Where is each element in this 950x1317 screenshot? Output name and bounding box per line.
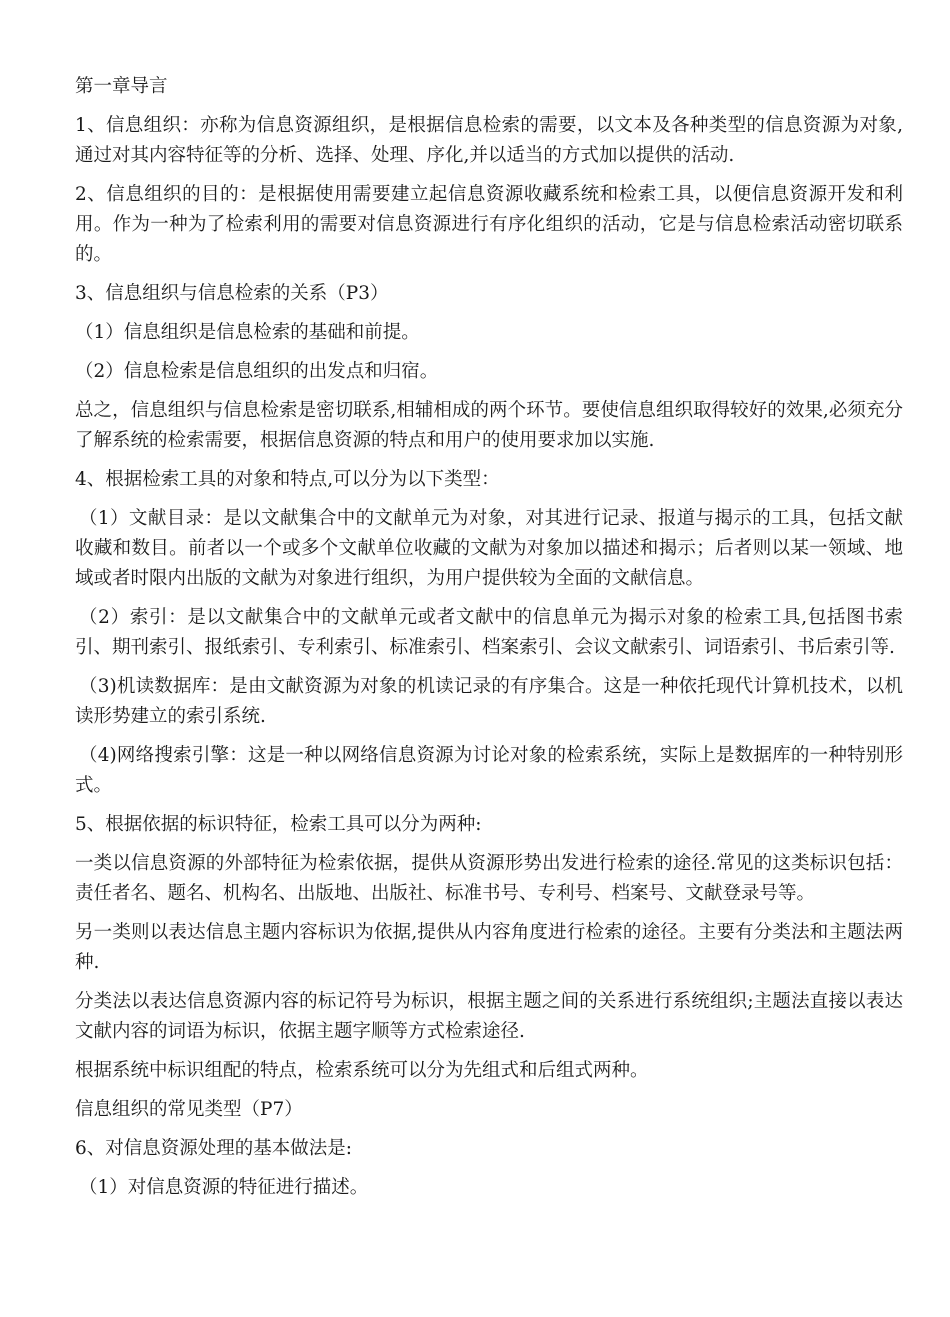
paragraph-7: 4、根据检索工具的对象和特点,可以分为以下类型： — [75, 469, 500, 490]
paragraph-9: （2）索引：是以文献集合中的文献单元或者文献中的信息单元为揭示对象的检索工具,包括图书索引、期刊索引、报纸索引、专利索引、标准索引、档案索引、会议文献索引、词语索引、书后索引等. — [75, 607, 903, 658]
paragraph-12: 5、根据依据的标识特征，检索工具可以分为两种: — [75, 814, 482, 835]
paragraph-2: 2、信息组织的目的：是根据使用需要建立起信息资源收藏系统和检索工具，以便信息资源开发和利用。作为一种为了检索利用的需要对信息资源进行有序化组织的活动，它是与信息检索活动密切联系的。 — [75, 184, 903, 265]
paragraph-3: 3、信息组织与信息检索的关系（P3） — [75, 283, 389, 304]
paragraph-13: 一类以信息资源的外部特征为检索依据，提供从资源形势出发进行检索的途径.常见的这类标识包括：责任者名、题名、机构名、出版地、出版社、标准书号、专利号、档案号、文献登录号等。 — [75, 853, 903, 904]
paragraph-6: 总之，信息组织与信息检索是密切联系,相辅相成的两个环节。要使信息组织取得较好的效果,必须充分了解系统的检索需要，根据信息资源的特点和用户的使用要求加以实施. — [75, 400, 903, 451]
paragraph-16: 根据系统中标识组配的特点，检索系统可以分为先组式和后组式两种。 — [75, 1060, 649, 1081]
paragraph-5: （2）信息检索是信息组织的出发点和归宿。 — [75, 361, 439, 382]
paragraph-1: 1、信息组织：亦称为信息资源组织，是根据信息检索的需要，以文本及各种类型的信息资源为对象,通过对其内容特征等的分析、选择、处理、序化,并以适当的方式加以提供的活动. — [75, 115, 903, 166]
paragraph-18: 6、对信息资源处理的基本做法是: — [75, 1138, 353, 1159]
paragraph-10: （3)机读数据库：是由文献资源为对象的机读记录的有序集合。这是一种依托现代计算机技术，以机读形势建立的索引系统. — [75, 676, 903, 727]
paragraph-17: 信息组织的常见类型（P7） — [75, 1099, 303, 1120]
paragraph-14: 另一类则以表达信息主题内容标识为依据,提供从内容角度进行检索的途径。主要有分类法和主题法两种. — [75, 922, 903, 973]
paragraph-11: （4)网络搜索引擎：这是一种以网络信息资源为讨论对象的检索系统，实际上是数据库的一种特别形式。 — [75, 745, 903, 796]
paragraph-8: （1）文献目录：是以文献集合中的文献单元为对象，对其进行记录、报道与揭示的工具，包括文献收藏和数目。前者以一个或多个文献单位收藏的文献为对象加以描述和揭示；后者则以某一领域、地域或者时限内出版的文献为对象进行组织，为用户提供较为全面的文献信息。 — [75, 508, 903, 589]
paragraph-4: （1）信息组织是信息检索的基础和前提。 — [75, 322, 420, 343]
paragraph-15: 分类法以表达信息资源内容的标记符号为标识，根据主题之间的关系进行系统组织;主题法直接以表达文献内容的词语为标识，依据主题字顺等方式检索途径. — [75, 991, 903, 1042]
document-body — [75, 72, 903, 1212]
paragraph-19: （1）对信息资源的特征进行描述。 — [79, 1177, 369, 1198]
chapter-heading: 第一章导言 — [75, 76, 168, 97]
